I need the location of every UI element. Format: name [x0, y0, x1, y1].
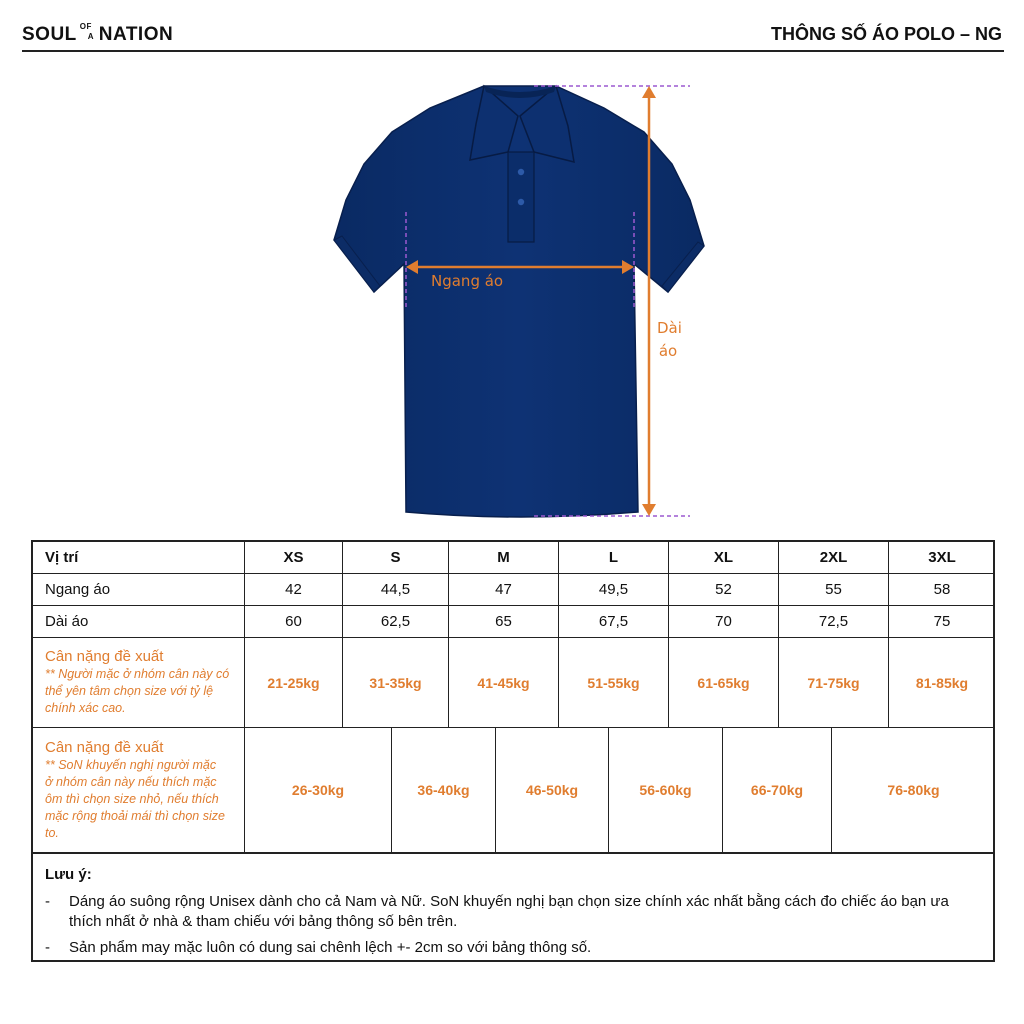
table-row-recommend-fit: [33, 638, 993, 728]
table-cell: 21-25kg: [244, 638, 342, 727]
table-cell: 41-45kg: [448, 638, 558, 727]
recommend-fit-label: Cân nặng đề xuất ** Người mặc ở nhóm cân này có thể yên tâm chọn size với tỷ lệ chính xác cao.: [45, 648, 230, 715]
polo-shirt-figure: [0, 60, 1024, 530]
table-cell: 51-55kg: [558, 638, 668, 727]
header-cell-position: Vị trí: [45, 549, 79, 566]
table-cell: 46-50kg: [495, 728, 608, 852]
header-cell-l: L: [558, 542, 668, 573]
table-header-row: [33, 542, 993, 574]
table-cell: 67,5: [558, 606, 668, 637]
table-row-length: [33, 606, 993, 638]
table-cell: 66-70kg: [722, 728, 831, 852]
placket: [508, 152, 534, 242]
header-cell-xl: XL: [668, 542, 778, 573]
table-cell: 55: [778, 574, 888, 605]
header-cell-xs: XS: [244, 542, 342, 573]
size-table: [31, 540, 995, 962]
table-cell: 42: [244, 574, 342, 605]
recommend-between-label: Cân nặng đề xuất ** SoN khuyến nghị người mặc ở nhóm cân này nếu thích mặc ôm thì chọn size nhỏ, nếu thích mặc rộng thoải mái thì chọn size to.: [45, 738, 225, 840]
width-label: Ngang áo: [431, 272, 504, 290]
header-cell-3xl: 3XL: [888, 542, 995, 573]
brand-logo: [22, 24, 173, 46]
button-2: [518, 199, 524, 205]
header-cell-m: M: [448, 542, 558, 573]
notes-title: Lưu ý:: [45, 866, 92, 883]
row-label: Dài áo: [45, 613, 89, 630]
table-cell: 81-85kg: [888, 638, 995, 727]
table-cell: 26-30kg: [244, 728, 391, 852]
brand-nation: NATION: [98, 24, 174, 45]
table-row-width: [33, 574, 993, 606]
brand-of-a: OF A: [79, 22, 95, 41]
brand-soul: SOUL: [22, 24, 77, 45]
table-cell: 70: [668, 606, 778, 637]
table-cell: 49,5: [558, 574, 668, 605]
page-title: THÔNG SỐ ÁO POLO – NG: [770, 24, 1002, 44]
table-cell: 31-35kg: [342, 638, 448, 727]
table-cell: 75: [888, 606, 995, 637]
table-row-recommend-between: [33, 728, 993, 854]
table-cell: 52: [668, 574, 778, 605]
table-cell: 65: [448, 606, 558, 637]
table-cell: 62,5: [342, 606, 448, 637]
table-cell: 60: [244, 606, 342, 637]
table-cell: 72,5: [778, 606, 888, 637]
table-cell: 44,5: [342, 574, 448, 605]
table-cell: 61-65kg: [668, 638, 778, 727]
row-label: Ngang áo: [45, 581, 111, 598]
table-cell: 71-75kg: [778, 638, 888, 727]
polo-shirt-illustration: [0, 60, 1024, 530]
button-1: [518, 169, 524, 175]
page-header: [22, 18, 1004, 52]
length-label: Dài áo: [657, 319, 682, 360]
notes-section: Lưu ý: - Dáng áo suông rộng Unisex dành cho cả Nam và Nữ. SoN khuyến nghị bạn chọn size chính xác nhất bằng cách đo chiếc áo bạn ưa thích nhất ở nhà & tham chiếu với bảng thông số bên trên. - Sản phẩm may mặc luôn có dung sai chênh lệch +- 2cm so với bảng thông số.: [45, 866, 949, 956]
header-cell-s: S: [342, 542, 448, 573]
table-cell: 56-60kg: [608, 728, 722, 852]
header-cell-2xl: 2XL: [778, 542, 888, 573]
table-cell: 36-40kg: [391, 728, 495, 852]
table-cell: 76-80kg: [831, 728, 995, 852]
table-cell: 47: [448, 574, 558, 605]
table-cell: 58: [888, 574, 995, 605]
